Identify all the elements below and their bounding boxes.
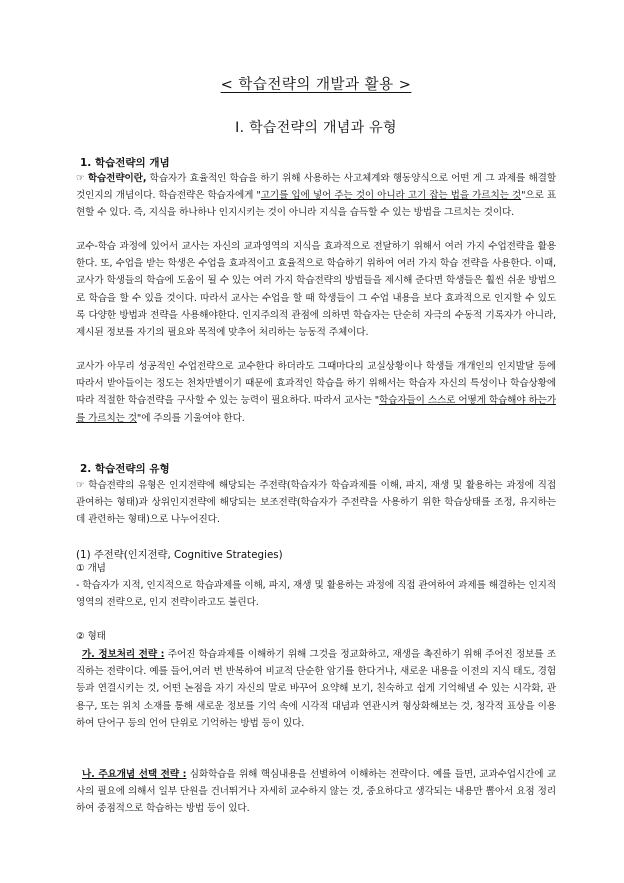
student-text-b: "에 주의를 기울여야 한다. bbox=[136, 412, 245, 424]
label-form: ② 형태 bbox=[76, 631, 106, 642]
section-title: I. 학습전략의 개념과 유형 bbox=[235, 120, 397, 136]
definition-term: 학습전략이란, bbox=[87, 173, 147, 184]
definition-underlined: 고기를 입에 넣어 주는 것이 아니라 고기 잡는 법을 가르치는 것 bbox=[260, 190, 522, 202]
paragraph-teaching: 교수-학습 과정에 있어서 교사는 자신의 교과영역의 지식을 효과적으로 전달하기 위해서 여러 가지 수업전략을 활용한다. 또, 수업을 받는 학생은 수업을 효과적이고 효율적으로 학습하기 위하여 여러 가지 학습 전략을 사용한다. 이때, 교사가 학생들의 학습에 도움이 될 수 있는 여러 가지 학습전략의 방법들을 제시해 준다면 학생들은 훨씬 쉬운 방법으로 학습을 할 수 있을 것이다. 따라서 교사는 수업을 할 때 학생들이 그 수업 내용을 보다 효과적으로 인지할 수 있도록 다양한 방법과 전략을 사용해야한다. 인지주의적 관점에 의하면 학습자는 단순히 자극의 수동적 기록자가 아니라, 제시된 정보를 자기의 필요와 목적에 맞추어 처리하는 능동적 주체이다. bbox=[76, 241, 556, 339]
label-concept: ① 개념 bbox=[76, 563, 106, 574]
paragraph-info-processing bbox=[76, 646, 556, 732]
paragraph-definition bbox=[76, 170, 556, 222]
key-concept-label: 나. 주요개념 선택 전략 : bbox=[82, 769, 187, 780]
document-title-text: < 학습전략의 개발과 활용 > bbox=[220, 77, 412, 93]
heading-types: 2. 학습전략의 유형 bbox=[80, 463, 170, 475]
paragraph-student bbox=[76, 358, 556, 427]
hand-pointer-icon: ☞ bbox=[76, 173, 88, 184]
key-concept-text: 심화학습을 위해 핵심내용을 선별하여 이해하는 전략이다. 예를 들면, 교과수업시간에 교사의 필요에 의해서 일부 단원을 건너뛰거나 자세히 교수하지 않는 것, 중요하다고 생각되는 내용만 뽑아서 요점 정리하여 중점적으로 학습하는 방법 등이 있다. bbox=[76, 769, 557, 815]
paragraph-key-concept bbox=[76, 766, 556, 818]
student-underlined: 학습자들이 스스로 어떻게 학습해야 하는가를 가르치는 것 bbox=[76, 395, 556, 424]
info-processing-label: 가. 정보처리 전략 : bbox=[82, 649, 165, 660]
document-title bbox=[76, 73, 556, 94]
heading-concept: 1. 학습전략의 개념 bbox=[80, 157, 170, 169]
definition-text-a: 학습자가 효율적인 학습을 하기 위해 사용하는 사고체계와 행동양식으로 어떤 게 그 과제를 해결할 것인지의 개념이다. 학습전략은 학습자에게 " bbox=[76, 173, 557, 202]
definition-text-b: "으로 표현할 수 있다. 즉, 지식을 하나하나 인지시키는 것이 아니라 지식을 습득할 수 있는 방법을 그르치는 것이다. bbox=[76, 190, 557, 219]
info-processing-text: 주어진 학습과제를 이해하기 위해 그것을 정교화하고, 재생을 촉진하기 위해 주어진 정보를 조직하는 전략이다. 예를 들어,여러 번 반복하여 비교적 단순한 암기를 한다거나, 새로운 내용을 이전의 지식 태도, 경험 등과 연결시키는 것, 어떤 논점을 자기 자신의 말로 바꾸어 요약해 보기, 친숙하고 쉽게 기억해낼 수 있는 시각화, 관용구, 또는 위치 소재를 통해 새로운 정보를 기억 속에 시각적 대념과 연관시켜 형상화해보는 것, 청각적 표상을 이용하여 단어구 등의 언어 단위로 기억하는 방법 등이 있다. bbox=[76, 649, 556, 729]
heading-main-strategy: (1) 주전략(인지전략, Cognitive Strategies) bbox=[76, 549, 283, 561]
student-text-a: 교사가 아무리 성공적인 수업전략으로 교수한다 하더라도 그때마다의 교실상황이나 학생들 개개인의 인지발달 등에 따라서 받아들이는 정도는 천차만별이기 때문에 효과적인 학습을 하기 위해서는 학습자 자신의 특성이나 학습상황에 따라 적절한 학습전략을 구사할 수 있는 능력이 필요하다. 따라서 교사는 " bbox=[76, 361, 556, 407]
paragraph-concept: - 학습자가 지적, 인지적으로 학습과제를 이해, 파지, 재생 및 활용하는 과정에 직접 관여하여 과제를 해결하는 인지적영역의 전략으로, 인지 전략이라고도 불린다. bbox=[76, 580, 556, 609]
paragraph-types: ☞ 학습전략의 유형은 인지전략에 해당되는 주전략(학습자가 학습과제를 이해, 파지, 재생 및 활용하는 과정에 직접 관여하는 형태)과 상위인지전략에 해당되는 보조전략(학습자가 주전략을 사용하기 위한 학습상태를 조정, 유지하는 데 관련하는 형태)으로 나누어진다. bbox=[76, 480, 556, 526]
